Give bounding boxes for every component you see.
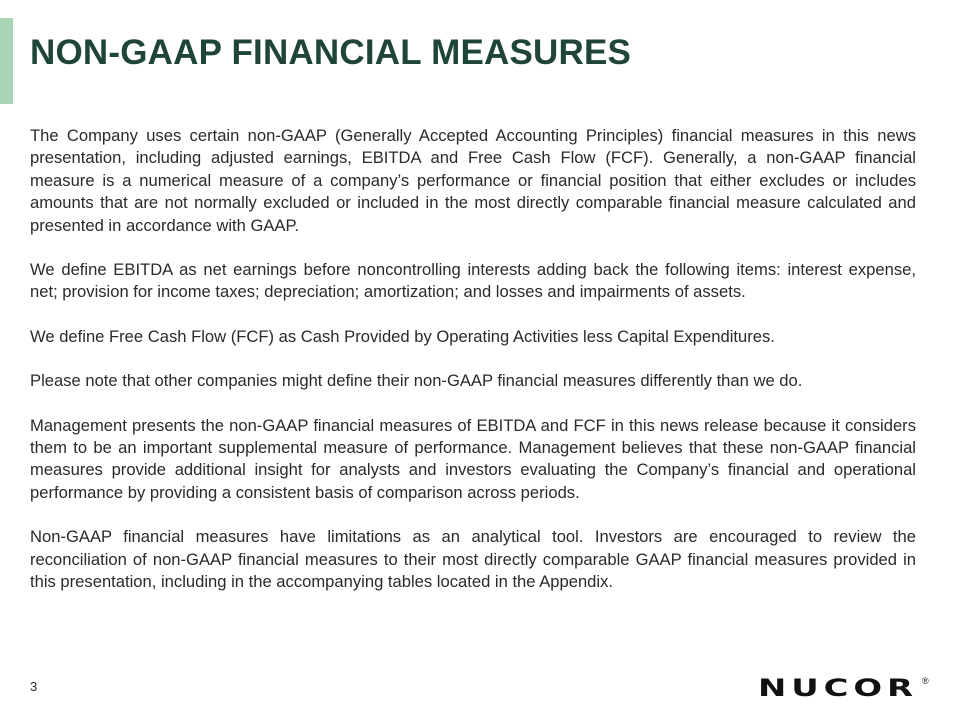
paragraph-limitations: Non-GAAP financial measures have limitations as an analytical tool. Investors are encouraged to review the reconciliation of non-GAAP financial measures to their most directly comparable GAAP financial measures provided in this presentation, including in the accompanying tables located in the Appendix. bbox=[30, 527, 916, 592]
body-text bbox=[30, 125, 916, 616]
title-accent-bar bbox=[0, 18, 13, 104]
nucor-logo bbox=[758, 676, 932, 700]
paragraph-comparability-note: Please note that other companies might define their non-GAAP financial measures differently than we do. bbox=[30, 371, 803, 391]
paragraph-fcf-definition: We define Free Cash Flow (FCF) as Cash Provided by Operating Activities less Capital Expenditures. bbox=[30, 326, 775, 346]
paragraph-management-rationale: Management presents the non-GAAP financial measures of EBITDA and FCF in this news release because it considers them to be an important supplemental measure of performance. Management believes that these non-GAAP financial measures provide additional insight for analysts and investors evaluating the Company’s financial and operational performance by providing a consistent basis of comparison across periods. bbox=[30, 415, 916, 502]
paragraph-intro: The Company uses certain non-GAAP (Generally Accepted Accounting Principles) financial measures in this news presentation, including adjusted earnings, EBITDA and Free Cash Flow (FCF). Generally, a non-GAAP financial measure is a numerical measure of a company’s performance or financial position that either excludes or includes amounts that are not normally excluded or included in the most directly comparable financial measure calculated and presented in accordance with GAAP. bbox=[30, 126, 916, 235]
logo-wordmark: NUCOR bbox=[758, 676, 918, 700]
page-number: 3 bbox=[30, 679, 38, 694]
paragraph-ebitda-definition: We define EBITDA as net earnings before noncontrolling interests adding back the following items: interest expense, net; provision for income taxes; depreciation; amortization; and losses and impairments of assets. bbox=[30, 260, 916, 302]
slide-title: NON-GAAP FINANCIAL MEASURES bbox=[30, 33, 632, 72]
registered-mark: ® bbox=[922, 676, 929, 686]
